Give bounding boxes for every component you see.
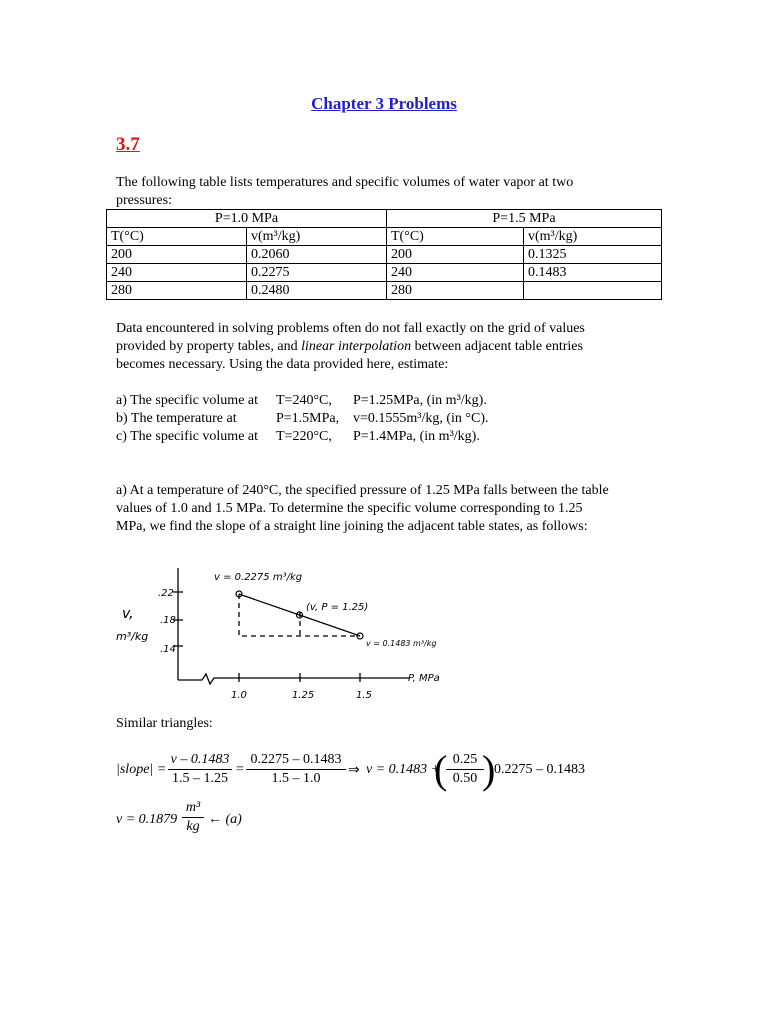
x-tick-label: 1.25 <box>292 690 315 701</box>
table-cell: 0.2480 <box>247 282 387 300</box>
similar-triangles-label: Similar triangles: <box>116 716 213 731</box>
table-cell: 200 <box>387 246 524 264</box>
x-tick-label: 1.0 <box>231 690 247 701</box>
table-cell <box>524 282 662 300</box>
y-label-2: m³/kg <box>116 630 149 643</box>
col-header: v(m³/kg) <box>247 228 387 246</box>
linear-interpolation-term: linear interpolation <box>301 339 412 354</box>
interpolation-line <box>239 594 360 636</box>
result-value: v = 0.1879 <box>116 812 178 827</box>
table-cell: 0.1483 <box>524 264 662 282</box>
x-tick-label: 1.5 <box>356 690 372 701</box>
table-cell: 200 <box>107 246 247 264</box>
group-header-p2: P=1.5 MPa <box>387 210 662 228</box>
group-header-p1: P=1.0 MPa <box>107 210 387 228</box>
table-col-header-row <box>107 228 662 246</box>
para2-line-2: values of 1.0 and 1.5 MPa. To determine the specific volume corresponding to 1.25 <box>116 501 583 516</box>
fraction-2: 0.2275 – 0.1483 1.5 – 1.0 <box>246 752 346 787</box>
table-group-header-row <box>107 210 662 228</box>
intro-line-1: The following table lists temperatures and specific volumes of water vapor at two <box>116 175 574 190</box>
page-title: Chapter 3 Problems <box>311 94 457 113</box>
table-row <box>107 264 662 282</box>
para2-line-1: a) At a temperature of 240°C, the specified pressure of 1.25 MPa falls between the table <box>116 483 609 498</box>
para1-line-3: becomes necessary. Using the data provided here, estimate: <box>116 357 449 372</box>
table-row <box>107 246 662 264</box>
mid-point-label: (v, P = 1.25) <box>306 602 369 613</box>
table-cell: 0.2275 <box>247 264 387 282</box>
task-c: c) The specific volume at T=220°C, P=1.4MPa, (in m³/kg). <box>116 429 480 444</box>
para1-line-2: provided by property tables, and linear interpolation between adjacent table entries <box>116 339 583 354</box>
bottom-point-label: v = 0.1483 m³/kg <box>366 639 437 648</box>
rhs-difference: 0.2275 – 0.1483 <box>494 762 585 777</box>
x-axis <box>178 674 410 684</box>
y-tick-label: .14 <box>160 644 176 655</box>
slope-abs: |slope| = <box>116 762 167 777</box>
para2-line-3: MPa, we find the slope of a straight line joining the adjacent table states, as follows: <box>116 519 588 534</box>
property-table <box>106 209 662 300</box>
task-a: a) The specific volume at T=240°C, P=1.25MPa, (in m³/kg). <box>116 393 487 408</box>
col-header: v(m³/kg) <box>524 228 662 246</box>
x-axis-label: P, MPa <box>408 673 440 684</box>
interpolation-sketch <box>110 560 470 710</box>
table-row <box>107 282 662 300</box>
intro-line-2: pressures: <box>116 193 172 208</box>
table-cell: 240 <box>387 264 524 282</box>
rhs-start: v = 0.1483 + <box>366 762 441 777</box>
table-cell: 240 <box>107 264 247 282</box>
y-tick-label: .22 <box>158 588 174 599</box>
col-header: T(°C) <box>387 228 524 246</box>
table-cell: 0.2060 <box>247 246 387 264</box>
fraction-3: 0.25 0.50 <box>446 752 484 787</box>
result-unit: m³ kg <box>182 800 204 835</box>
y-label-1: v, <box>122 606 134 622</box>
top-point-label: v = 0.2275 m³/kg <box>214 572 303 583</box>
problem-number: 3.7 <box>116 134 140 155</box>
table-cell: 280 <box>107 282 247 300</box>
equation-tag: ← (a) <box>208 812 242 827</box>
col-header: T(°C) <box>107 228 247 246</box>
table-cell: 280 <box>387 282 524 300</box>
y-tick-label: .18 <box>160 615 176 626</box>
fraction-1: v – 0.1483 1.5 – 1.25 <box>168 752 232 787</box>
task-b: b) The temperature at P=1.5MPa, v=0.1555m³/kg, (in °C). <box>116 411 489 426</box>
para1-line-1: Data encountered in solving problems often do not fall exactly on the grid of values <box>116 321 585 336</box>
table-cell: 0.1325 <box>524 246 662 264</box>
